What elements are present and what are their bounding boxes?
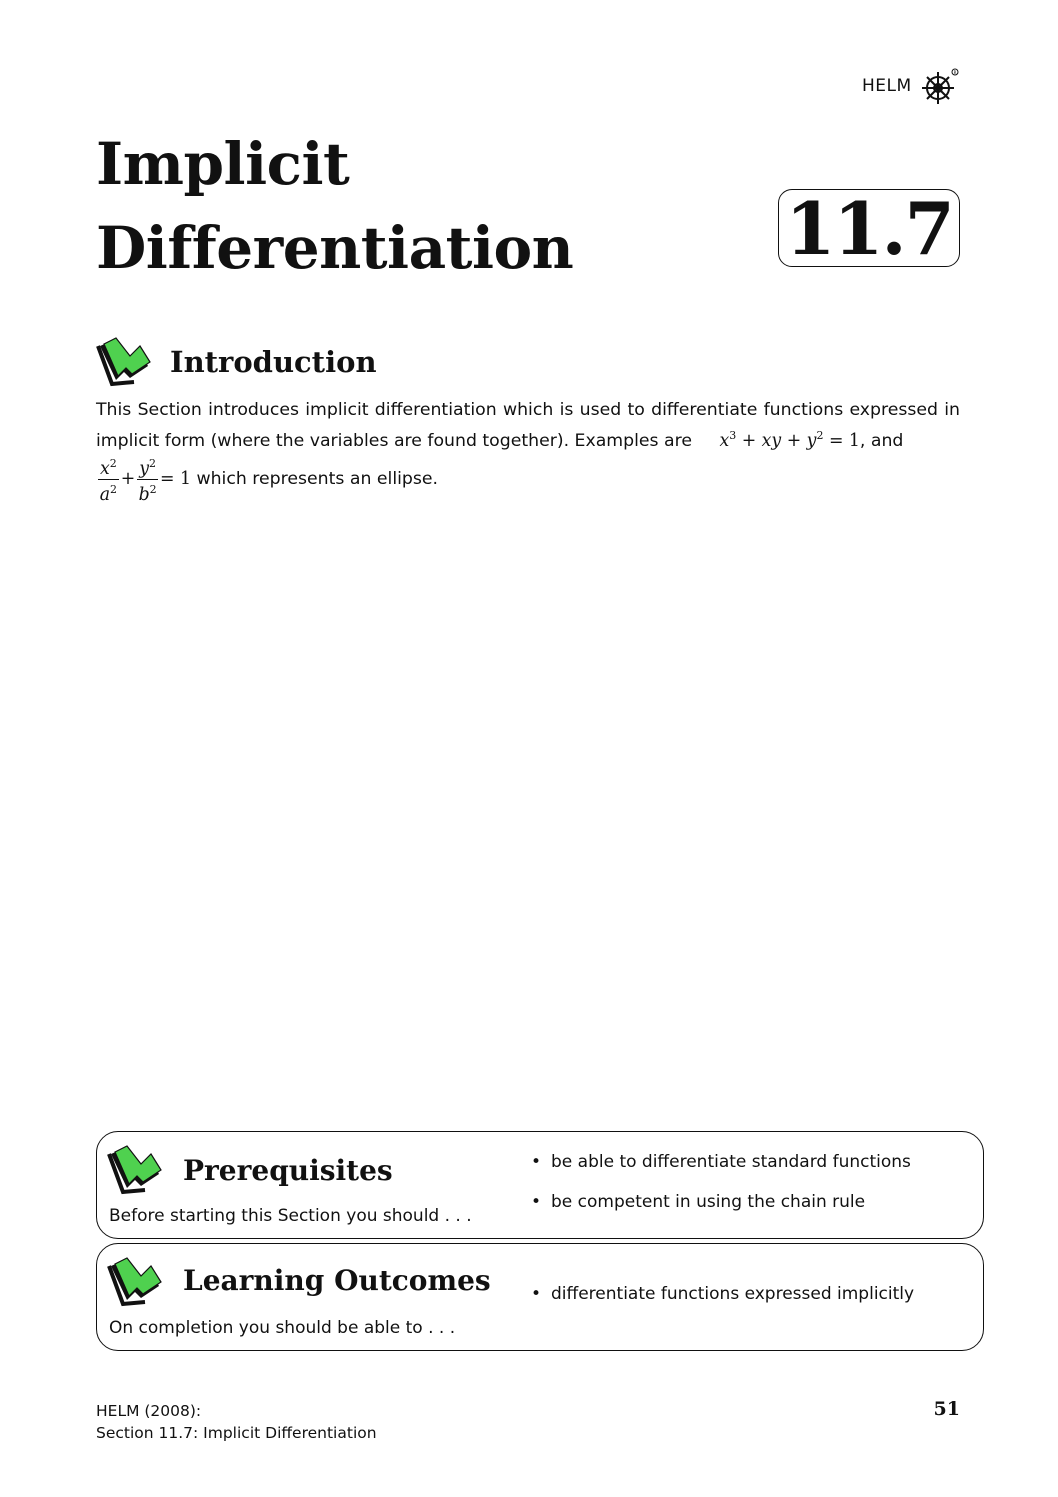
footer xyxy=(96,1400,377,1444)
page-title xyxy=(96,122,736,290)
helm-logo xyxy=(862,62,962,106)
svg-text:R: R xyxy=(953,69,957,75)
green-arrow-icon xyxy=(105,1140,165,1198)
green-arrow-icon xyxy=(105,1252,165,1310)
title-line-2: Differentiation xyxy=(96,214,574,282)
prerequisites-box xyxy=(96,1131,984,1239)
prerequisites-heading: Prerequisites xyxy=(183,1154,393,1187)
intro-text-part1: This Section introduces implicit differentiation which is used to differentiate functions expressed in implicit form (where the variables are found together). Examples are xyxy=(96,400,960,451)
list-item: • be able to differentiate standard functions xyxy=(531,1152,911,1172)
learning-outcomes-list xyxy=(531,1284,914,1304)
learning-outcomes-heading: Learning Outcomes xyxy=(183,1264,491,1297)
title-line-1: Implicit xyxy=(96,130,350,198)
green-arrow-icon xyxy=(94,332,154,390)
footer-line-1: HELM (2008): xyxy=(96,1402,202,1420)
prerequisites-subtext: Before starting this Section you should . . . xyxy=(109,1206,472,1226)
introduction-text xyxy=(96,398,960,504)
learning-outcomes-box xyxy=(96,1243,984,1351)
section-number-badge: 11.7 xyxy=(778,189,960,267)
intro-text-and: , and xyxy=(859,430,904,451)
footer-line-2: Section 11.7: Implicit Differentiation xyxy=(96,1424,377,1442)
introduction-heading: Introduction xyxy=(170,345,377,379)
learning-outcomes-subtext: On completion you should be able to . . . xyxy=(109,1318,456,1338)
equation-implicit: $x^3$ + xy + $y^2 = 1$ xyxy=(697,429,860,451)
list-item: • be competent in using the chain rule xyxy=(531,1192,911,1212)
helm-logo-text: HELM xyxy=(862,76,912,96)
intro-text-part2: which represents an ellipse. xyxy=(196,468,439,489)
page-number: 51 xyxy=(933,1398,960,1420)
list-item: • differentiate functions expressed implicitly xyxy=(531,1284,914,1304)
prerequisites-list xyxy=(531,1152,911,1212)
ships-wheel-icon xyxy=(918,66,960,106)
equation-ellipse: $\frac{x^2}{a^2}$ + $\frac{y^2}{b^2}$ = 1 xyxy=(96,469,196,489)
